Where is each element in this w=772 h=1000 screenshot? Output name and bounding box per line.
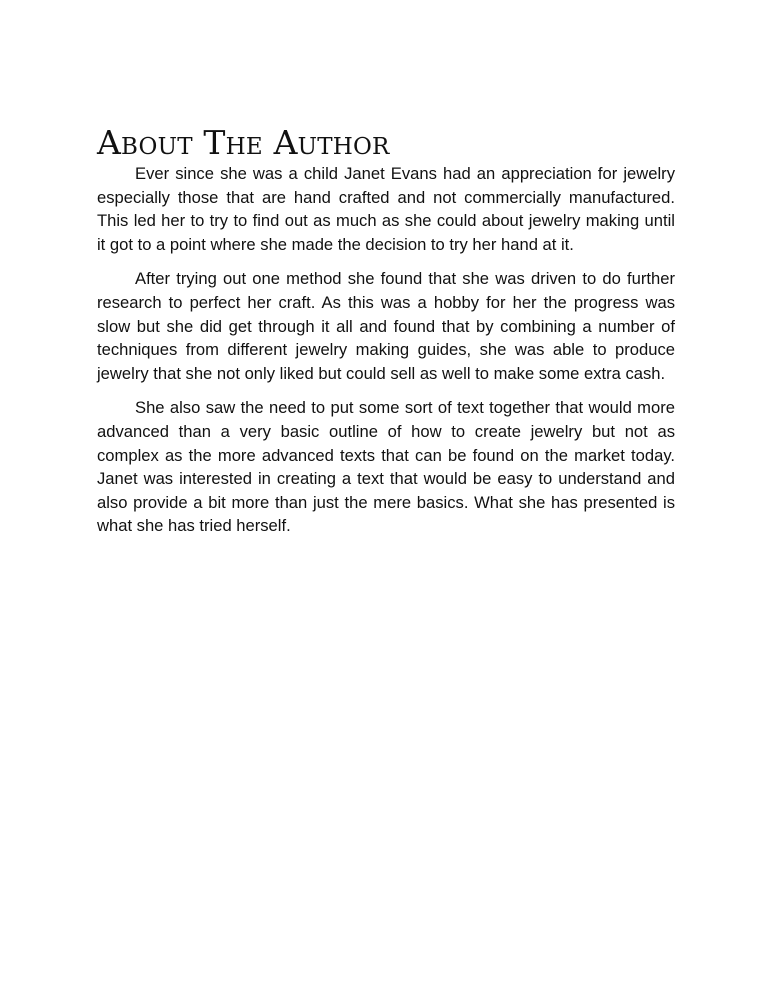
document-page [97, 124, 675, 549]
section-heading: About The Author [97, 123, 390, 162]
paragraph-2: After trying out one method she found that she was driven to do further research to perfect her craft. As this was a hobby for her the progress was slow but she did get through it all and found that by combining a number of techniques from different jewelry making guides, she was able to produce jewelry that she not only liked but could sell as well to make some extra cash. [97, 269, 675, 383]
paragraph-1: Ever since she was a child Janet Evans had an appreciation for jewelry especially those that are hand crafted and not commercially manufactured. This led her to try to find out as much as she could about jewelry making until it got to a point where she made the decision to try her hand at it. [97, 164, 675, 254]
paragraph-3: She also saw the need to put some sort of text together that would more advanced than a very basic outline of how to create jewelry but not as complex as the more advanced texts that can be found on the market today. Janet was interested in creating a text that would be easy to understand and also provide a bit more than just the mere basics. What she has presented is what she has tried herself. [97, 398, 675, 536]
